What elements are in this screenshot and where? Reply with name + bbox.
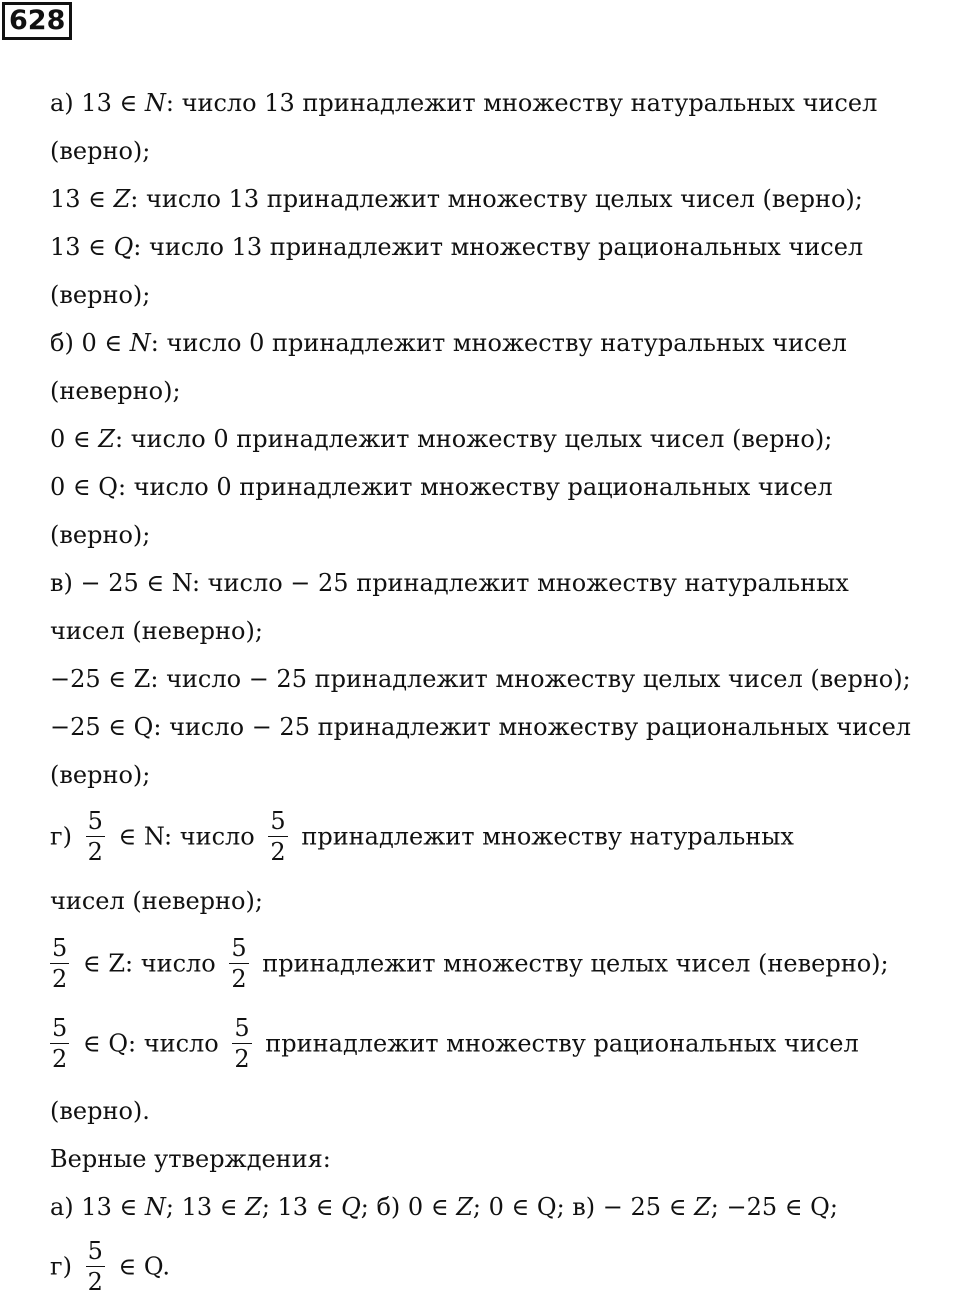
text-fragment: принадлежит множеству целых чисел (неверно); xyxy=(262,949,889,978)
text-line: 13 ∈ 𝑍: число 13 принадлежит множеству целых чисел (верно); xyxy=(50,185,863,213)
fraction xyxy=(229,933,248,994)
fraction xyxy=(86,1236,105,1297)
fraction-denominator: 2 xyxy=(52,965,68,993)
fraction-line xyxy=(50,1013,859,1074)
fraction xyxy=(50,1013,69,1074)
fraction-line xyxy=(50,933,889,994)
fraction-denominator: 2 xyxy=(87,838,103,866)
fraction-denominator: 2 xyxy=(87,1268,103,1296)
text-line: (верно); xyxy=(50,281,151,309)
text-fragment: принадлежит множеству рациональных чисел xyxy=(265,1029,859,1058)
problem-number-badge: 628 xyxy=(2,2,72,40)
fraction-numerator: 5 xyxy=(234,1014,250,1042)
fraction xyxy=(50,933,69,994)
text-fragment: ∈ Z: число xyxy=(82,949,216,978)
text-line: (верно). xyxy=(50,1097,150,1125)
fraction xyxy=(86,806,105,867)
summary-title: Верные утверждения: xyxy=(50,1145,331,1173)
text-line: а) 13 ∈ 𝑁: число 13 принадлежит множеству натуральных чисел xyxy=(50,89,878,117)
fraction-numerator: 5 xyxy=(231,934,247,962)
fraction xyxy=(232,1013,251,1074)
text-line: −25 ∈ Q: число − 25 принадлежит множеству рациональных чисел xyxy=(50,713,912,741)
text-line: (неверно); xyxy=(50,377,181,405)
fraction-denominator: 2 xyxy=(52,1045,68,1073)
fraction-numerator: 5 xyxy=(52,1014,68,1042)
text-line: (верно); xyxy=(50,137,151,165)
item-label: г) xyxy=(50,822,72,851)
text-fragment: ∈ Q: число xyxy=(82,1029,219,1058)
summary-line: а) 13 ∈ 𝑁; 13 ∈ 𝑍; 13 ∈ 𝑄; б) 0 ∈ 𝑍; 0 ∈ Q; в) − 25 ∈ 𝑍; −25 ∈ Q; xyxy=(50,1193,838,1221)
text-line: (верно); xyxy=(50,761,151,789)
text-line: чисел (неверно); xyxy=(50,617,263,645)
fraction xyxy=(268,806,287,867)
fraction-denominator: 2 xyxy=(234,1045,250,1073)
text-line: чисел (неверно); xyxy=(50,887,263,915)
text-fragment: принадлежит множеству натуральных xyxy=(301,822,794,851)
fraction-denominator: 2 xyxy=(231,965,247,993)
text-line: 13 ∈ 𝑄: число 13 принадлежит множеству рациональных чисел xyxy=(50,233,864,261)
text-line: б) 0 ∈ 𝑁: число 0 принадлежит множеству натуральных чисел xyxy=(50,329,847,357)
text-fragment: ∈ Q. xyxy=(118,1252,171,1281)
fraction-line xyxy=(50,806,794,867)
text-fragment: ∈ N: число xyxy=(118,822,255,851)
text-line: 0 ∈ Q: число 0 принадлежит множеству рациональных чисел xyxy=(50,473,833,501)
text-line: 0 ∈ 𝑍: число 0 принадлежит множеству целых чисел (верно); xyxy=(50,425,833,453)
text-line: в) − 25 ∈ N: число − 25 принадлежит множеству натуральных xyxy=(50,569,849,597)
fraction-numerator: 5 xyxy=(52,934,68,962)
fraction-denominator: 2 xyxy=(270,838,286,866)
fraction-numerator: 5 xyxy=(87,807,103,835)
fraction-numerator: 5 xyxy=(87,1237,103,1265)
text-line: (верно); xyxy=(50,521,151,549)
item-label: г) xyxy=(50,1252,72,1281)
text-line: −25 ∈ Z: число − 25 принадлежит множеству целых чисел (верно); xyxy=(50,665,911,693)
summary-fraction-line xyxy=(50,1236,170,1297)
fraction-numerator: 5 xyxy=(270,807,286,835)
